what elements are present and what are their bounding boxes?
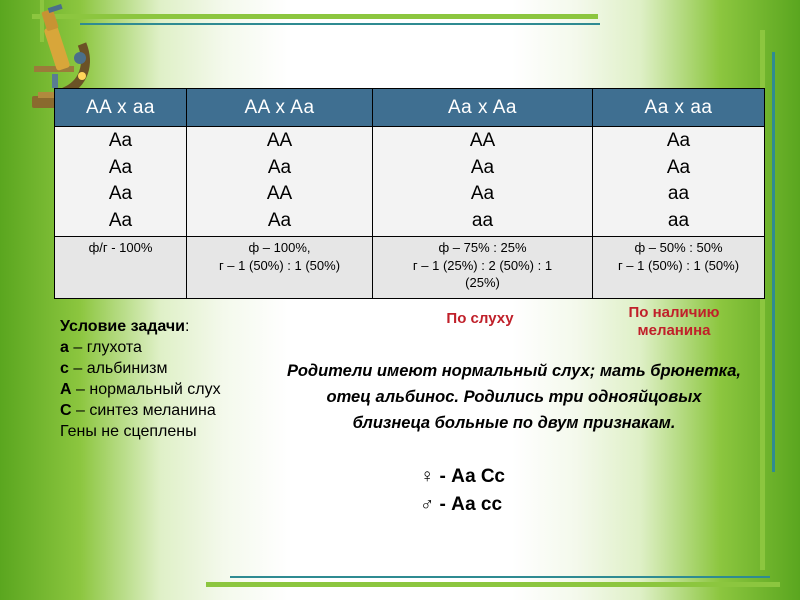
genotype: Aa: [267, 156, 292, 178]
bottom-line-green: [206, 582, 780, 587]
ratio-cell-2: [187, 237, 373, 299]
male-genotype: ♂ - Аа сс: [420, 494, 503, 515]
melanin-label-line1: По наличию: [628, 304, 720, 321]
ratios-row: [55, 237, 765, 299]
bottom-line-teal: [230, 576, 770, 578]
female-genotype: ♀ - Аа Сс: [420, 466, 505, 487]
top-line-teal: [80, 23, 600, 25]
ratio-cell-4: [593, 237, 765, 299]
genotype: AA: [469, 130, 496, 151]
ratio-line: г – 1 (50%) : 1 (50%): [617, 257, 740, 273]
header-cross-3: Aa x Aa: [373, 89, 593, 127]
genotype: aa: [471, 209, 494, 231]
gene-description: – синтез меланина: [71, 402, 216, 419]
genotype: Aa: [108, 130, 133, 151]
ratio-line: г – 1 (25%) : 2 (50%) : 1: [412, 257, 553, 273]
genotype: Aa: [470, 183, 495, 204]
hearing-label-text: По слуху: [446, 310, 514, 327]
genotype: aa: [667, 209, 690, 231]
gene-symbol: А: [60, 381, 72, 398]
melanin-label-line2: меланина: [637, 322, 711, 339]
header-cross-1: AA x aa: [55, 89, 187, 127]
genotypes-cell-4: [593, 127, 765, 237]
problem-statement: Родители имеют нормальный слух; мать брюнетка, отец альбинос. Родились три однояйцовых близнеца больные по двум признакам.: [287, 362, 741, 432]
crosses-table: [54, 88, 765, 299]
conditions-title-colon: :: [185, 318, 190, 335]
condition-item: [60, 400, 221, 421]
ratio-line: (25%): [465, 275, 500, 290]
ratio-line: г – 1 (50%) : 1 (50%): [218, 257, 341, 273]
ratio-line: ф – 75% : 25%: [438, 240, 527, 255]
top-line-green: [32, 14, 598, 19]
genotypes-cell-1: [55, 127, 187, 237]
conditions-title-text: Условие задачи: [60, 318, 186, 335]
genotypes-cell-2: [187, 127, 373, 237]
genotype: aa: [667, 183, 690, 204]
genotype: Aa: [666, 156, 691, 178]
genotype: Aa: [666, 130, 691, 151]
gene-symbol: с: [60, 360, 69, 377]
problem-conditions: [60, 316, 221, 442]
gene-description: – глухота: [68, 339, 142, 356]
ratio-cell-1: [55, 237, 187, 299]
gene-description: – альбинизм: [68, 360, 168, 377]
ratio-cell-3: [373, 237, 593, 299]
right-vertical-teal: [772, 52, 775, 472]
ratio-line: ф/г - 100%: [88, 240, 153, 255]
genotype: Aa: [108, 156, 133, 178]
conditions-title: [60, 316, 221, 337]
genotype: Aa: [108, 209, 133, 231]
condition-item: [60, 337, 221, 358]
conditions-note: Гены не сцеплены: [60, 423, 197, 440]
gene-symbol: С: [60, 402, 72, 419]
genotype: Aa: [108, 183, 133, 204]
ratio-line: ф – 100%,: [248, 240, 311, 255]
ratio-line: ф – 50% : 50%: [634, 240, 723, 255]
gene-symbol: а: [60, 339, 69, 356]
genotypes-row: [55, 127, 765, 237]
genotype: AA: [266, 183, 293, 204]
condition-item: [60, 379, 221, 400]
genotypes-cell-3: [373, 127, 593, 237]
hearing-label: [420, 310, 540, 328]
genotype: Aa: [267, 209, 292, 231]
header-cross-4: Aa x aa: [593, 89, 765, 127]
condition-item: [60, 358, 221, 379]
gene-description: – нормальный слух: [71, 381, 221, 398]
melanin-label: [604, 304, 744, 340]
genotype: Aa: [470, 156, 495, 178]
genotype: AA: [266, 130, 293, 151]
header-cross-2: AA x Aa: [187, 89, 373, 127]
table-header-row: [55, 89, 765, 127]
